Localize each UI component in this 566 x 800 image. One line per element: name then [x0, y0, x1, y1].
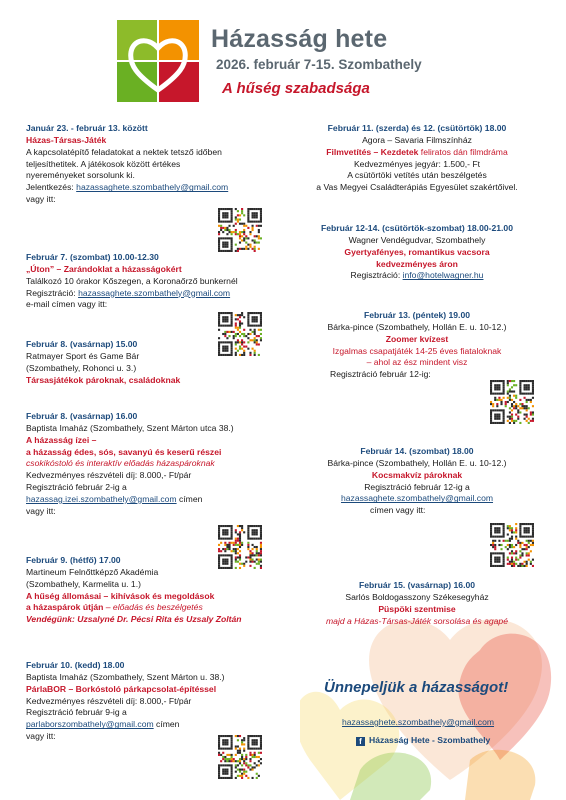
event-date: Február 7. (szombat) 10.00-12.30: [26, 252, 159, 262]
event-title: Zoomer kvízest: [385, 333, 449, 344]
email-link[interactable]: hazassaghete.szombathely@gmail.com: [340, 493, 494, 504]
event-registration: Regisztráció február 9-ig a: [26, 707, 127, 718]
event-description: – ahol az ész mindent visz: [366, 357, 468, 368]
event-card: [290, 580, 544, 627]
event-description: Izgalmas csapatjáték 14-25 éves fiataloknak: [332, 345, 502, 356]
qr-code-icon[interactable]: [490, 523, 534, 567]
page-title: Házasság hete: [211, 25, 388, 53]
event-date: Január 23. - február 13. között: [26, 123, 148, 133]
event-card: [290, 123, 544, 194]
event-title: a házasság édes, sós, savanyú és keserű részei: [26, 446, 222, 457]
event-registration: Jelentkezés: hazassaghete.szombathely@gmail.com: [26, 182, 229, 193]
event-title: Társasjátékok pároknak, családoknak: [26, 374, 181, 385]
event-date: Február 13. (péntek) 19.00: [363, 310, 471, 320]
event-title: PárlaBOR – Borkóstoló párkapcsolat-építéssel: [26, 683, 217, 694]
slogan: A hűség szabadsága: [222, 80, 370, 97]
event-title: Kocsmakvíz pároknak: [371, 469, 463, 480]
event-location: Wagner Vendégudvar, Szombathely: [348, 234, 486, 245]
event-card: [26, 339, 311, 386]
event-date: Február 15. (vasárnap) 16.00: [358, 580, 476, 590]
event-date: Február 14. (szombat) 18.00: [360, 446, 474, 456]
event-registration: Regisztráció: hazassaghete.szombathely@gmail.com: [26, 287, 231, 298]
email-link[interactable]: hazassag.izei.szombathely@gmail.com: [26, 494, 177, 505]
event-title: Püspöki szentmise: [378, 603, 456, 614]
email-link[interactable]: hazassaghete.szombathely@gmail.com: [76, 182, 229, 193]
event-title: A hűség állomásai – kihívások és megoldások: [26, 590, 215, 601]
facebook-icon: f: [356, 737, 365, 746]
event-subtitle: csokikóstoló és interaktív előadás házaspároknak: [26, 458, 215, 469]
event-location: Ratmayer Sport és Game Bár: [26, 350, 140, 361]
event-location: Baptista Imaház (Szombathely, Szent Márton utca 38.): [26, 422, 234, 433]
event-registration-qr-label: e-mail címen vagy itt:: [26, 299, 108, 310]
qr-code-icon[interactable]: [490, 380, 534, 424]
event-date: Február 9. (hétfő) 17.00: [26, 555, 121, 565]
contact-email-link[interactable]: hazassaghete.szombathely@gmail.com: [342, 717, 495, 727]
event-description: teljesíthetitek. A játékosok között értékes: [26, 158, 181, 169]
event-registration: parlaborszombathely@gmail.com címen: [26, 719, 180, 730]
event-description: A csütörtöki vetítés után beszélgetés: [347, 170, 487, 181]
event-card: [26, 555, 311, 626]
event-registration: hazassag.izei.szombathely@gmail.com címen: [26, 494, 203, 505]
event-location: Martineum Felnőttképző Akadémia: [26, 566, 159, 577]
event-registration: Regisztráció február 2-ig a: [26, 482, 127, 493]
event-card: [290, 223, 544, 282]
event-card: [26, 123, 311, 206]
event-title: Gyertyafényes, romantikus vacsora: [344, 246, 490, 257]
event-registration: Regisztráció: info@hotelwagner.hu: [350, 270, 484, 281]
event-date: Február 12-14. (csütörtök-szombat) 18.00-21.00: [321, 223, 513, 233]
event-title: Házas-Társas-Játék: [26, 134, 107, 145]
event-price: Kedvezményes részvételi díj: 8.000,- Ft/pár: [26, 695, 192, 706]
event-registration: [290, 493, 544, 505]
event-registration-qr-label: címen vagy itt:: [370, 505, 426, 516]
event-registration-qr-label: vagy itt:: [26, 194, 56, 205]
qr-code-icon[interactable]: [218, 735, 262, 779]
event-guests: Vendégünk: Uzsalyné Dr. Pécsi Rita és Uzsaly Zoltán: [26, 614, 242, 625]
email-link[interactable]: parlaborszombathely@gmail.com: [26, 719, 154, 730]
celebrate-tagline: Ünnepeljük a házasságot!: [324, 679, 509, 696]
event-registration-qr-label: vagy itt:: [26, 731, 56, 742]
event-description: A kapcsolatépítő feladatokat a nektek tetsző időben: [26, 146, 222, 157]
event-date: Február 10. (kedd) 18.00: [26, 660, 125, 670]
event-title: kedvezményes áron: [376, 258, 458, 269]
event-location: Bárka-pince (Szombathely, Hollán E. u. 10-12.): [327, 457, 507, 468]
event-subtitle: majd a Házas-Társas-Játék sorsolása és agapé: [326, 615, 508, 626]
event-location: (Szombathely, Karmelita u. 1.): [26, 578, 141, 589]
event-location: Találkozó 10 órakor Kőszegen, a Koronaőrző bunkernél: [26, 275, 238, 286]
event-dates: 2026. február 7-15. Szombathely: [216, 57, 422, 72]
event-title: Filmvetítés – Kezdetek feliratos dán filmdráma: [326, 146, 508, 157]
event-registration: Regisztráció február 12-ig a: [364, 481, 470, 492]
event-location: Bárka-pince (Szombathely, Hollán E. u. 10-12.): [327, 321, 507, 332]
event-date: Február 8. (vasárnap) 15.00: [26, 339, 138, 349]
event-date: Február 8. (vasárnap) 16.00: [26, 411, 138, 421]
event-card: [26, 252, 311, 311]
email-link[interactable]: info@hotelwagner.hu: [402, 270, 484, 281]
event-card: [26, 660, 311, 743]
event-date: Február 11. (szerda) és 12. (csütörtök) 18.00: [327, 123, 507, 133]
event-card: [290, 310, 544, 381]
event-title: A házasság ízei –: [26, 434, 97, 445]
qr-code-icon[interactable]: [218, 208, 262, 252]
facebook-link[interactable]: [356, 735, 490, 747]
event-registration: Regisztráció február 12-ig:: [330, 369, 431, 380]
email-link[interactable]: hazassaghete.szombathely@gmail.com: [78, 287, 231, 298]
facebook-label: Házasság Hete - Szombathely: [369, 735, 491, 745]
event-location: Sarlós Boldogasszony Székesegyház: [345, 591, 489, 602]
event-location: Baptista Imaház (Szombathely, Szent Márton u. 38.): [26, 671, 225, 682]
event-price: Kedvezményes részvételi díj: 8.000,- Ft/pár: [26, 470, 192, 481]
event-price: Kedvezményes jegyár: 1.500,- Ft: [353, 158, 481, 169]
event-card: [290, 446, 544, 517]
event-description: a Vas Megyei Családterápiás Egyesület szakértőivel.: [316, 182, 518, 193]
event-description: nyereményeket sorsolunk ki.: [26, 170, 135, 181]
event-location: (Szombathely, Rohonci u. 3.): [26, 362, 137, 373]
event-card: [26, 411, 311, 518]
event-location: Agora – Savaria Filmszínház: [362, 134, 472, 145]
event-title: a házaspárok útján – előadás és beszélgetés: [26, 602, 203, 613]
event-registration-qr-label: vagy itt:: [26, 505, 56, 516]
event-title: „Úton” – Zarándoklat a házasságokért: [26, 263, 182, 274]
heart-logo: [117, 20, 199, 102]
